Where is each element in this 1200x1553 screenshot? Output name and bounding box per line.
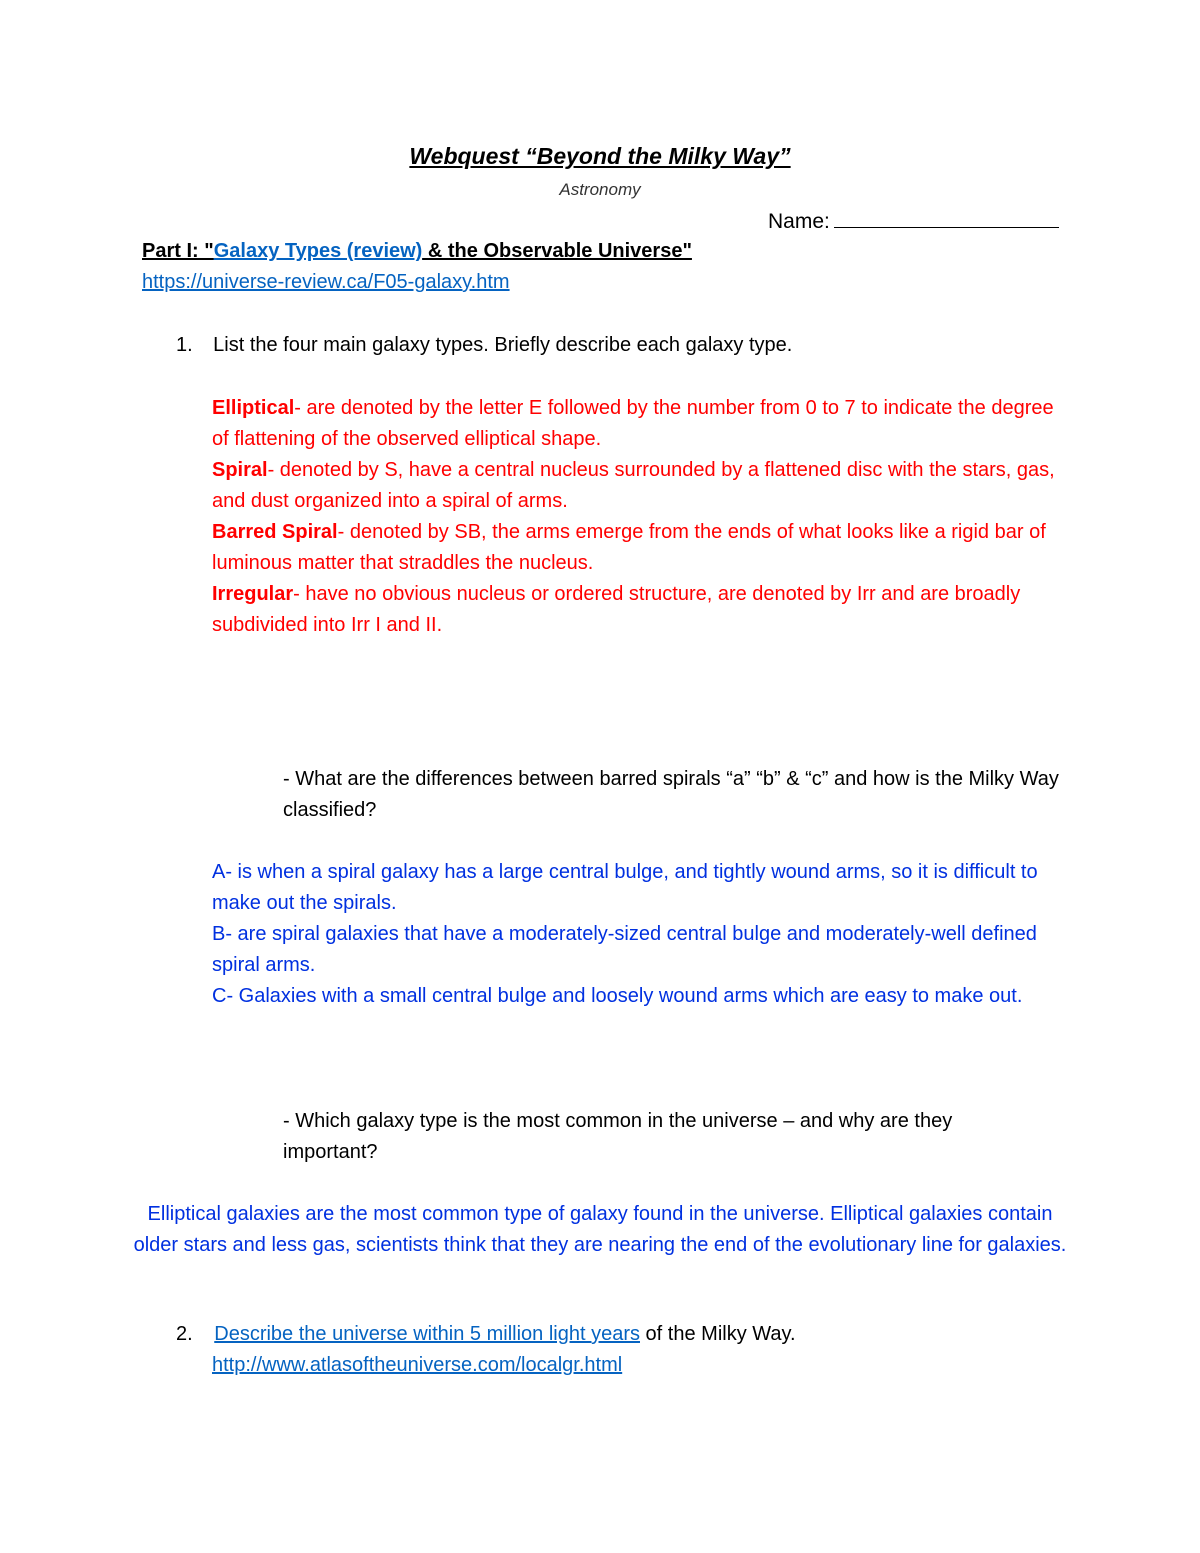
- answer-irregular: Irregular- have no obvious nucleus or ordered structure, are denoted by Irr and are broadly subdivided into Irr I and II.: [212, 583, 1021, 636]
- part1-suffix: & the Observable Universe": [422, 240, 692, 262]
- name-blank-line[interactable]: [834, 209, 1059, 228]
- answer-c: C- Galaxies with a small central bulge and loosely wound arms which are easy to make out.: [212, 985, 1023, 1007]
- question-2-suffix: of the Milky Way.: [640, 1323, 796, 1345]
- question-1: [176, 334, 792, 357]
- page-subtitle: Astronomy: [559, 180, 641, 199]
- part1-heading: [142, 240, 692, 263]
- name-field: [768, 209, 1059, 234]
- question-2: [176, 1323, 796, 1346]
- atlas-url[interactable]: http://www.atlasoftheuniverse.com/localgr.html: [212, 1354, 623, 1376]
- page-title: Webquest “Beyond the Milky Way”: [409, 143, 791, 169]
- answer-elliptical: Elliptical- are denoted by the letter E followed by the number from 0 to 7 to indicate the degree of flattening of the observed elliptical shape.: [212, 397, 1054, 450]
- galaxy-types-link[interactable]: Galaxy Types (review): [213, 240, 423, 262]
- local-universe-link[interactable]: Describe the universe within 5 million light years: [214, 1323, 640, 1345]
- name-label: Name:: [768, 210, 830, 233]
- question-1-text: List the four main galaxy types. Briefly describe each galaxy type.: [213, 334, 793, 356]
- subquestion-barred-spirals: - What are the differences between barred spirals “a” “b” & “c” and how is the Milky Way classified?: [283, 768, 1059, 821]
- answer-a: A- is when a spiral galaxy has a large central bulge, and tightly wound arms, so it is difficult to make out the spirals.: [212, 861, 1038, 914]
- most-common-answer: Elliptical galaxies are the most common type of galaxy found in the universe. Elliptical galaxies contain older stars and less gas, scientists think that they are nearing the end of the evolutionary line for galaxies.: [133, 1203, 1067, 1256]
- part1-prefix: Part I: ": [142, 240, 214, 262]
- barred-spiral-answers: [212, 857, 1072, 1012]
- answer-spiral: Spiral- denoted by S, have a central nucleus surrounded by a flattened disc with the stars, gas, and dust organized into a spiral of arms.: [212, 459, 1055, 512]
- answer-b: B- are spiral galaxies that have a moderately-sized central bulge and moderately-well defined spiral arms.: [212, 923, 1037, 976]
- q1-answers: [212, 393, 1072, 641]
- question-2-number: 2.: [176, 1323, 193, 1345]
- question-1-number: 1.: [176, 334, 193, 356]
- subquestion-most-common: - Which galaxy type is the most common in the universe – and why are they important?: [283, 1110, 953, 1163]
- universe-review-url[interactable]: https://universe-review.ca/F05-galaxy.htm: [142, 271, 510, 293]
- answer-barred-spiral: Barred Spiral- denoted by SB, the arms emerge from the ends of what looks like a rigid bar of luminous matter that straddles the nucleus.: [212, 521, 1046, 574]
